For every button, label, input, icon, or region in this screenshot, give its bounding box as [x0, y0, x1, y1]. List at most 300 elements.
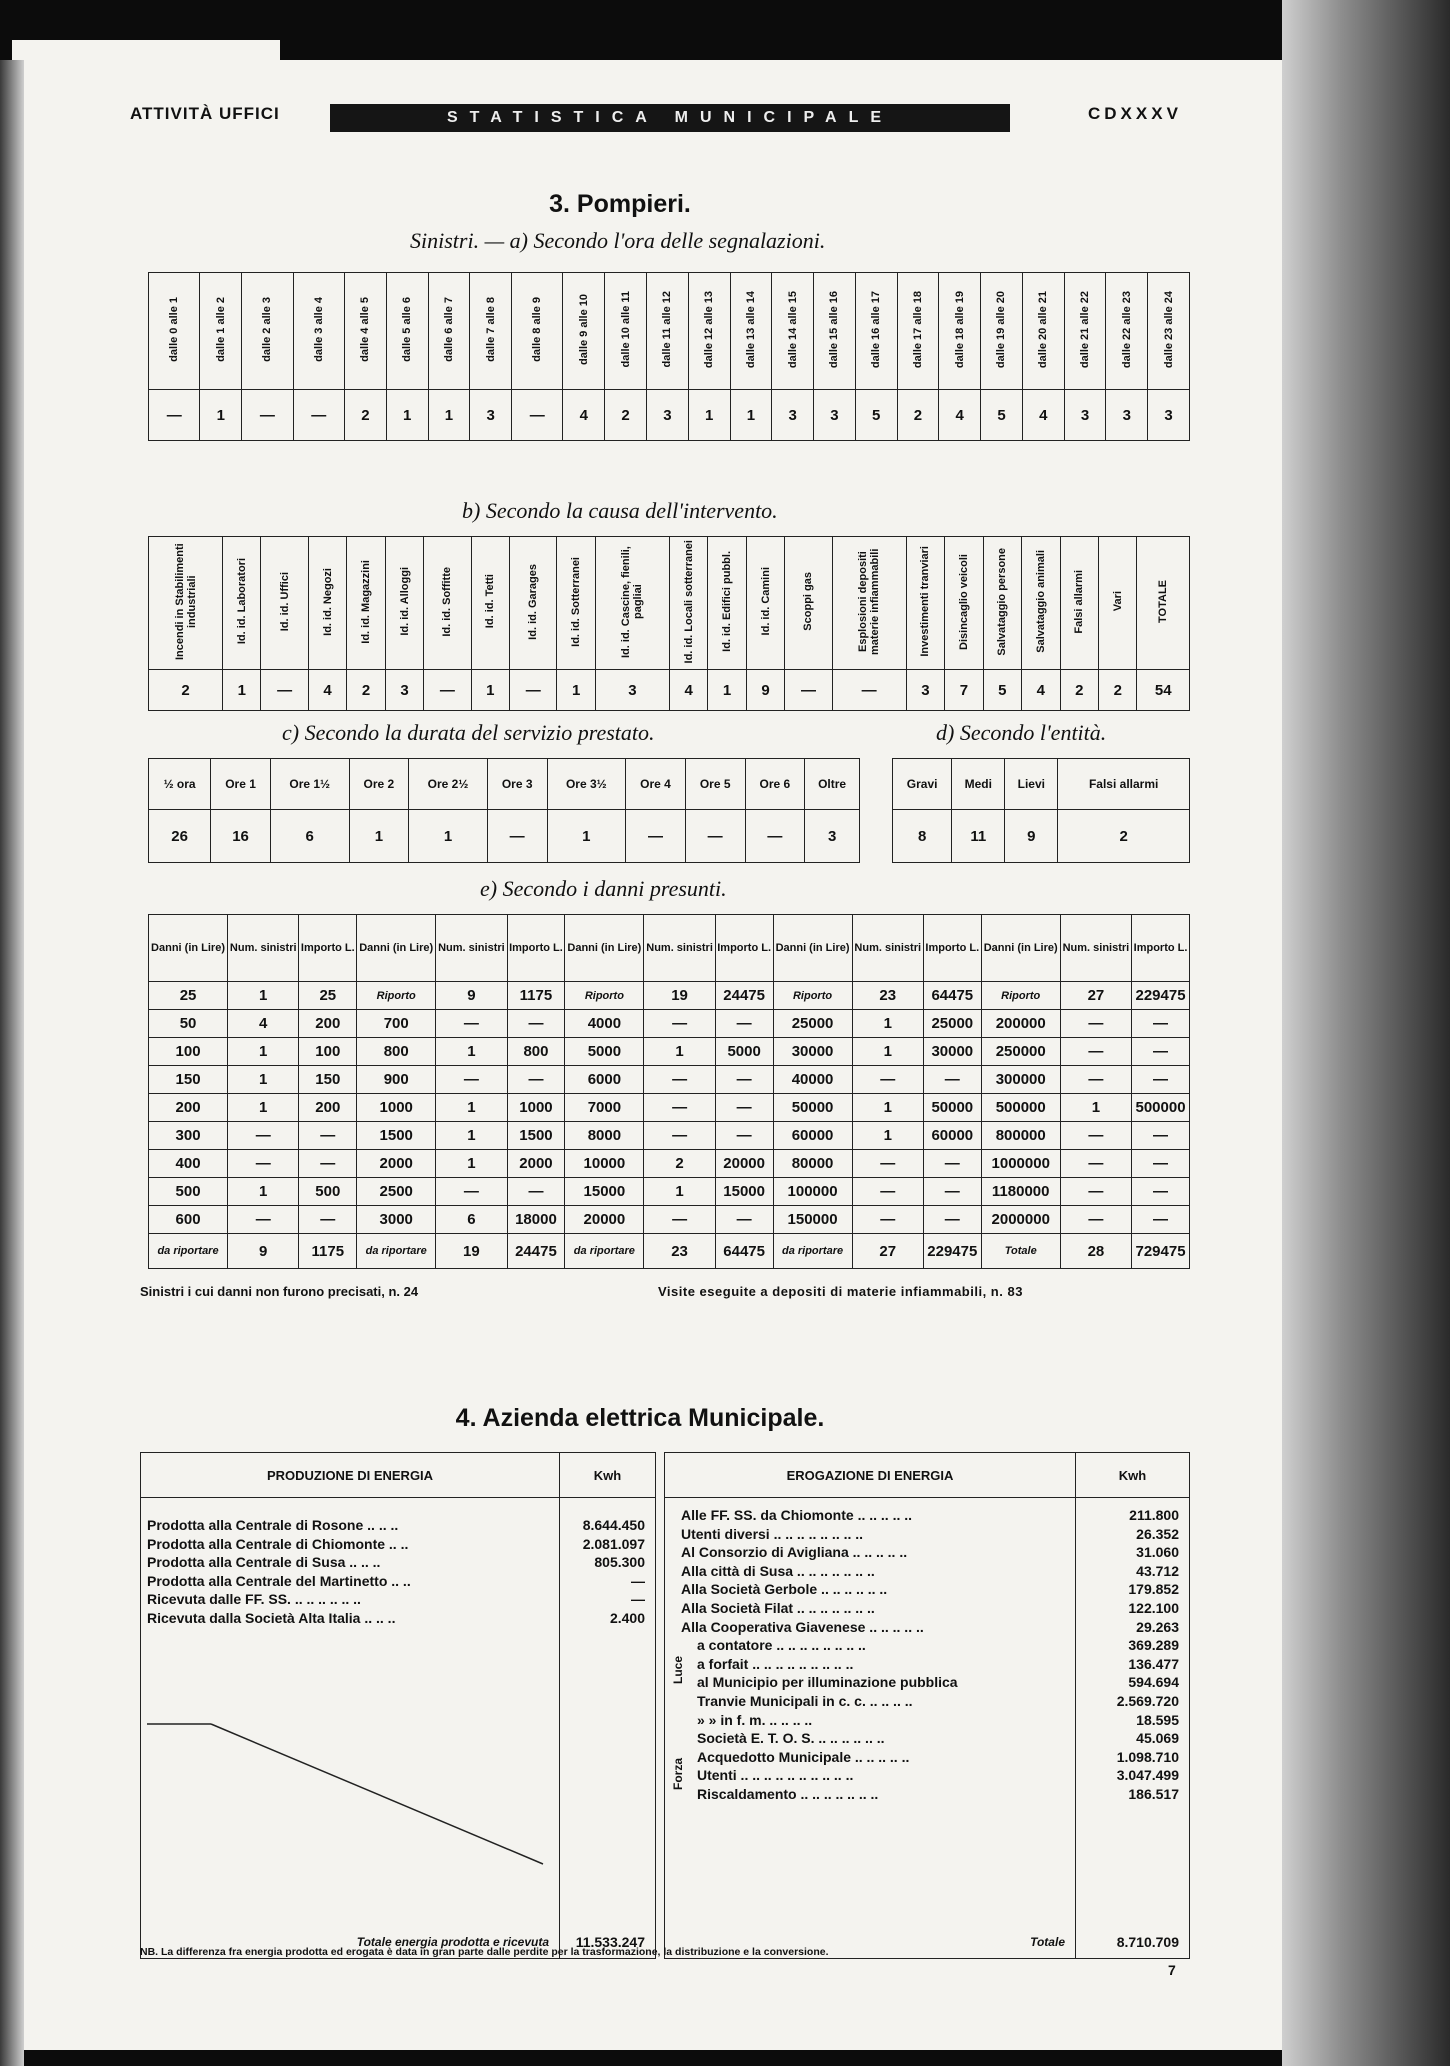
damage-col-header: Importo L. — [1132, 915, 1190, 982]
duration-header: Oltre — [805, 759, 860, 810]
cause-header — [983, 537, 1021, 670]
distribution-item-value: 45.069 — [1136, 1730, 1179, 1747]
damage-col-header: Num. sinistri — [852, 915, 923, 982]
hour-header — [512, 273, 563, 390]
cause-count: 54 — [1137, 670, 1190, 711]
hour-header — [688, 273, 730, 390]
damage-cell: — — [507, 1010, 565, 1038]
damage-cell: 1 — [228, 982, 299, 1010]
scan-right-edge — [1282, 0, 1450, 2066]
distribution-item-label: Alla città di Susa .. .. .. .. .. .. .. — [681, 1562, 875, 1579]
distribution-item-value: 31.060 — [1136, 1544, 1179, 1561]
hour-label: dalle 10 alle 11 — [619, 291, 632, 368]
cause-header — [223, 537, 261, 670]
damage-cell: — — [1060, 1066, 1131, 1094]
distribution-item-label: a contatore .. .. .. .. .. .. .. .. — [697, 1637, 866, 1654]
damage-row — [149, 1038, 1190, 1066]
damage-cell: 100 — [149, 1038, 228, 1066]
hour-count: 5 — [855, 390, 897, 441]
distribution-item-label: Acquedotto Municipale .. .. .. .. .. — [697, 1748, 910, 1765]
table-damages — [148, 914, 1190, 1269]
group-label-luce: Luce — [671, 1656, 685, 1685]
cause-label: Id. id. Magazzini — [360, 559, 373, 644]
hour-label: dalle 12 alle 13 — [703, 290, 716, 369]
damage-row — [149, 982, 1190, 1010]
damage-col-header: Importo L. — [923, 915, 981, 982]
cause-count: 3 — [385, 670, 423, 711]
duration-count: — — [745, 810, 805, 863]
damage-cell: 60000 — [773, 1122, 852, 1150]
damage-cell: 300000 — [981, 1066, 1060, 1094]
cause-header — [1022, 537, 1060, 670]
damage-foot-cell: 9 — [228, 1234, 299, 1269]
hour-count: 3 — [814, 390, 856, 441]
distribution-item-label: Alla Cooperativa Giavenese .. .. .. .. .. — [681, 1618, 924, 1635]
running-header-band: STATISTICA MUNICIPALE — [330, 104, 1010, 132]
damage-cell: — — [715, 1206, 773, 1234]
damage-cell: — — [923, 1206, 981, 1234]
distribution-values-cell — [1076, 1498, 1190, 1959]
section-title-pompieri: 3. Pompieri. — [549, 190, 691, 218]
entity-count: 9 — [1005, 810, 1058, 863]
distribution-item-value: 369.289 — [1128, 1637, 1179, 1654]
cause-count: 3 — [906, 670, 944, 711]
damage-cell: — — [507, 1178, 565, 1206]
damage-cell: — — [228, 1206, 299, 1234]
hour-header — [428, 273, 470, 390]
hour-label: dalle 22 alle 23 — [1120, 290, 1133, 369]
hour-label: dalle 14 alle 15 — [786, 290, 799, 369]
cause-header — [149, 537, 223, 670]
hour-label: dalle 11 alle 12 — [661, 291, 674, 368]
damage-cell: 5000 — [715, 1038, 773, 1066]
hour-count: 2 — [344, 390, 386, 441]
damage-cell: — — [715, 1094, 773, 1122]
damage-cell: 1000000 — [981, 1150, 1060, 1178]
hour-label: dalle 19 alle 20 — [995, 290, 1008, 369]
hour-count: 1 — [428, 390, 470, 441]
damage-cell: — — [644, 1094, 715, 1122]
damage-row — [149, 1122, 1190, 1150]
entity-count: 8 — [893, 810, 952, 863]
hour-label: dalle 5 alle 6 — [401, 297, 414, 362]
hour-label: dalle 1 alle 2 — [214, 297, 227, 362]
production-item-value: — — [631, 1572, 645, 1589]
duration-header: Ore 5 — [685, 759, 745, 810]
production-values-cell — [560, 1498, 656, 1959]
damage-cell: 25000 — [773, 1010, 852, 1038]
duration-count: 3 — [805, 810, 860, 863]
hour-label: dalle 4 alle 5 — [359, 297, 372, 362]
duration-header: Ore 1 — [211, 759, 271, 810]
distribution-item-value: 594.694 — [1128, 1674, 1179, 1691]
hour-header — [149, 273, 200, 390]
cause-label: Id. id. Soffitte — [441, 566, 454, 637]
table-production — [140, 1452, 656, 1959]
damage-cell: 24475 — [715, 982, 773, 1010]
damage-cell: — — [923, 1066, 981, 1094]
hour-count: 5 — [981, 390, 1023, 441]
distribution-item-label: al Municipio per illuminazione pubblica — [697, 1674, 958, 1691]
cause-label: Id. id. Negozi — [321, 567, 334, 636]
damage-cell: 1 — [644, 1178, 715, 1206]
distribution-item-value: 186.517 — [1128, 1785, 1179, 1802]
cause-header — [261, 537, 308, 670]
hour-header — [981, 273, 1023, 390]
distribution-item-value: 122.100 — [1128, 1599, 1179, 1616]
hour-label: dalle 15 alle 16 — [828, 290, 841, 369]
damage-cell: 1 — [436, 1122, 507, 1150]
cause-count: — — [785, 670, 832, 711]
hour-count: 4 — [1022, 390, 1064, 441]
damage-cell: 500 — [149, 1178, 228, 1206]
production-item-label: Ricevuta dalle FF. SS. .. .. .. .. .. .. — [147, 1591, 361, 1608]
hour-count: 2 — [605, 390, 647, 441]
damage-cell: — — [507, 1066, 565, 1094]
cause-label: Scoppi gas — [802, 572, 815, 631]
distribution-item-label: Alle FF. SS. da Chiomonte .. .. .. .. .. — [681, 1507, 913, 1523]
damage-cell: 2500 — [357, 1178, 436, 1206]
damage-col-header: Danni (in Lire) — [981, 915, 1060, 982]
hour-count: 3 — [646, 390, 688, 441]
damage-cell: Riporto — [773, 982, 852, 1010]
distribution-item-value: 136.477 — [1128, 1655, 1179, 1672]
hour-header — [772, 273, 814, 390]
production-total-label: Totale energia prodotta e ricevuta — [356, 1935, 549, 1950]
cause-header — [471, 537, 509, 670]
damage-cell: 5000 — [565, 1038, 644, 1066]
hour-label: dalle 13 alle 14 — [744, 290, 757, 369]
hour-count: 3 — [470, 390, 512, 441]
cause-count: 9 — [746, 670, 784, 711]
hour-count: 2 — [897, 390, 939, 441]
production-item-value: 2.400 — [609, 1609, 645, 1626]
distribution-total-label: Totale — [1030, 1935, 1065, 1950]
distribution-item-label: Società E. T. O. S. .. .. .. .. .. .. — [697, 1730, 885, 1747]
hour-count: 1 — [730, 390, 772, 441]
cause-label: Id. id. Alloggi — [398, 567, 411, 636]
damage-foot-cell: da riportare — [773, 1234, 852, 1269]
damage-foot-cell: 28 — [1060, 1234, 1131, 1269]
cause-header — [1099, 537, 1137, 670]
damage-cell: — — [852, 1066, 923, 1094]
damage-cell: 6000 — [565, 1066, 644, 1094]
duration-count: — — [626, 810, 686, 863]
nb-footnote: NB. La differenza fra energia prodotta ed erogata è data in gran parte dalle perdite per la trasformazione, la distribuzione e la conversione. — [140, 1946, 829, 1958]
damage-cell: 1 — [436, 1150, 507, 1178]
damage-cell: 1 — [852, 1094, 923, 1122]
damage-cell: 1000 — [357, 1094, 436, 1122]
damage-cell: 27 — [1060, 982, 1131, 1010]
entity-header: Lievi — [1005, 759, 1058, 810]
cause-count: 2 — [1099, 670, 1137, 711]
hour-header — [730, 273, 772, 390]
damage-col-header: Danni (in Lire) — [565, 915, 644, 982]
damage-cell: 700 — [357, 1010, 436, 1038]
damage-col-header: Num. sinistri — [1060, 915, 1131, 982]
cause-count: 2 — [149, 670, 223, 711]
hour-count: 1 — [200, 390, 242, 441]
duration-count: — — [487, 810, 547, 863]
cause-count: 4 — [308, 670, 346, 711]
distribution-item-value: 26.352 — [1136, 1525, 1179, 1542]
entity-header: Medi — [952, 759, 1005, 810]
damage-cell: Riporto — [357, 982, 436, 1010]
damage-cell: — — [644, 1122, 715, 1150]
damage-cell: 50000 — [923, 1094, 981, 1122]
cause-label: Disincaglio veicoli — [957, 553, 970, 650]
damage-cell: — — [1060, 1178, 1131, 1206]
damage-cell: 1 — [436, 1094, 507, 1122]
hour-label: dalle 3 alle 4 — [312, 297, 325, 362]
hour-label: dalle 17 alle 18 — [911, 290, 924, 369]
damage-cell: 1 — [436, 1038, 507, 1066]
damage-cell: — — [644, 1010, 715, 1038]
cause-label: Id. id. Tetti — [484, 574, 497, 629]
cause-header — [832, 537, 906, 670]
damage-cell: 1 — [228, 1178, 299, 1206]
damage-cell: 3000 — [357, 1206, 436, 1234]
damage-cell: 18000 — [507, 1206, 565, 1234]
distribution-item-label: a forfait .. .. .. .. .. .. .. .. .. — [697, 1655, 854, 1672]
duration-count: 1 — [409, 810, 488, 863]
damage-cell: 1 — [852, 1038, 923, 1066]
subtitle-d: d) Secondo l'entità. — [936, 720, 1107, 745]
table-hours — [148, 272, 1190, 441]
cause-count: 2 — [347, 670, 385, 711]
hour-count: — — [293, 390, 344, 441]
hour-header — [1148, 273, 1190, 390]
cause-header — [510, 537, 557, 670]
duration-header: Ore 6 — [745, 759, 805, 810]
duration-count: 26 — [149, 810, 211, 863]
damage-cell: 200000 — [981, 1010, 1060, 1038]
damage-col-header: Importo L. — [507, 915, 565, 982]
cause-count: 3 — [595, 670, 669, 711]
damage-cell: 900 — [357, 1066, 436, 1094]
damage-col-header: Num. sinistri — [436, 915, 507, 982]
entity-count: 2 — [1058, 810, 1190, 863]
hour-count: — — [512, 390, 563, 441]
damage-cell: 200 — [299, 1010, 357, 1038]
damage-cell: 150 — [149, 1066, 228, 1094]
damage-cell: 150000 — [773, 1206, 852, 1234]
scan-left-edge — [0, 60, 24, 2066]
damage-cell: 80000 — [773, 1150, 852, 1178]
hour-count: 4 — [563, 390, 605, 441]
damage-cell: 400 — [149, 1150, 228, 1178]
duration-header: Ore 2½ — [409, 759, 488, 810]
damage-cell: 6 — [436, 1206, 507, 1234]
damage-cell: — — [1132, 1178, 1190, 1206]
cause-count: — — [832, 670, 906, 711]
damage-cell: 7000 — [565, 1094, 644, 1122]
damage-cell: 64475 — [923, 982, 981, 1010]
filler-diagonal-line — [147, 1720, 547, 1868]
cause-header — [945, 537, 983, 670]
duration-count: — — [685, 810, 745, 863]
damage-cell: 500000 — [981, 1094, 1060, 1122]
damage-cell: — — [1060, 1122, 1131, 1150]
subtitle-a: Sinistri. — a) Secondo l'ora delle segnalazioni. — [410, 228, 826, 253]
entity-header: Gravi — [893, 759, 952, 810]
damage-cell: 1180000 — [981, 1178, 1060, 1206]
cause-label: Salvataggio persone — [996, 547, 1009, 656]
distribution-item-value: 179.852 — [1128, 1581, 1179, 1598]
cause-label: Investimenti tranviari — [919, 546, 932, 657]
cause-header — [1137, 537, 1190, 670]
damage-cell: 800 — [507, 1038, 565, 1066]
hour-count: 3 — [1064, 390, 1106, 441]
table-causes — [148, 536, 1190, 711]
damage-cell: 40000 — [773, 1066, 852, 1094]
hour-header — [1064, 273, 1106, 390]
distribution-unit-header: Kwh — [1076, 1453, 1190, 1498]
damage-cell: 200 — [299, 1094, 357, 1122]
damage-cell: 250000 — [981, 1038, 1060, 1066]
table-durations — [148, 758, 860, 863]
damage-cell: — — [852, 1150, 923, 1178]
duration-count: 1 — [547, 810, 626, 863]
damage-cell: 2000 — [507, 1150, 565, 1178]
hour-header — [200, 273, 242, 390]
damage-cell: 15000 — [715, 1178, 773, 1206]
running-header-left: ATTIVITÀ UFFICI — [130, 104, 280, 123]
damage-cell: — — [1132, 1150, 1190, 1178]
cause-header — [557, 537, 595, 670]
cause-count: 1 — [471, 670, 509, 711]
damage-cell: 1 — [228, 1038, 299, 1066]
hour-label: dalle 23 alle 24 — [1162, 290, 1175, 369]
production-item-value: 805.300 — [594, 1554, 645, 1571]
cause-label: Falsi allarmi — [1073, 569, 1086, 634]
cause-label: Incendi in Stabilimenti industriali — [173, 543, 198, 660]
production-unit-header: Kwh — [560, 1453, 656, 1498]
damage-cell: 100000 — [773, 1178, 852, 1206]
hour-label: dalle 20 alle 21 — [1037, 290, 1050, 369]
damage-cell: 4000 — [565, 1010, 644, 1038]
hour-count: — — [242, 390, 293, 441]
damage-cell: — — [299, 1122, 357, 1150]
damage-cell: — — [1132, 1206, 1190, 1234]
distribution-item-label: Alla Società Gerbole .. .. .. .. .. .. — [681, 1581, 888, 1598]
cause-header — [595, 537, 669, 670]
damage-cell: 15000 — [565, 1178, 644, 1206]
damage-cell: 23 — [852, 982, 923, 1010]
table-entity — [892, 758, 1190, 863]
cause-header — [385, 537, 423, 670]
production-item-label: Prodotta alla Centrale di Susa .. .. .. — [147, 1554, 381, 1571]
damage-cell: 1 — [852, 1010, 923, 1038]
entity-count: 11 — [952, 810, 1005, 863]
damage-cell: 50 — [149, 1010, 228, 1038]
production-item-value: 8.644.450 — [582, 1517, 645, 1533]
production-item-label: Prodotta alla Centrale del Martinetto .. .. — [147, 1572, 411, 1589]
hour-header — [897, 273, 939, 390]
production-header: PRODUZIONE DI ENERGIA — [141, 1453, 560, 1498]
damage-cell: 60000 — [923, 1122, 981, 1150]
damage-foot-cell: 229475 — [923, 1234, 981, 1269]
damage-foot-cell: Totale — [981, 1234, 1060, 1269]
damage-cell: — — [228, 1122, 299, 1150]
damage-cell: 30000 — [773, 1038, 852, 1066]
hour-count: 4 — [939, 390, 981, 441]
damage-cell: 150 — [299, 1066, 357, 1094]
hour-header — [470, 273, 512, 390]
cause-count: 1 — [708, 670, 746, 711]
note-inspections: Visite eseguite a depositi di materie infiammabili, n. 83 — [658, 1284, 1023, 1299]
distribution-item-label: Utenti .. .. .. .. .. .. .. .. .. .. — [697, 1767, 854, 1784]
damage-col-header: Importo L. — [299, 915, 357, 982]
cause-label: Esplosioni depositi materie infiammabili — [857, 548, 882, 655]
cause-label: Id. id. Sotterranei — [570, 556, 583, 647]
cause-header — [708, 537, 746, 670]
damage-row — [149, 1010, 1190, 1038]
damage-foot-cell: 27 — [852, 1234, 923, 1269]
production-item-value: 2.081.097 — [582, 1535, 645, 1552]
damage-col-header: Importo L. — [715, 915, 773, 982]
cause-label: TOTALE — [1157, 580, 1170, 623]
cause-count: — — [261, 670, 308, 711]
hour-count: 3 — [1148, 390, 1190, 441]
damage-foot-cell: da riportare — [357, 1234, 436, 1269]
cause-label: Id. id. Locali sotterranei — [682, 539, 695, 664]
damage-col-header: Num. sinistri — [228, 915, 299, 982]
cause-label: Salvataggio animali — [1034, 550, 1047, 653]
cause-count: 2 — [1060, 670, 1098, 711]
damage-row — [149, 1150, 1190, 1178]
production-item-label: Prodotta alla Centrale di Chiomonte .. .. — [147, 1535, 409, 1552]
duration-count: 6 — [270, 810, 349, 863]
damage-foot-cell: da riportare — [565, 1234, 644, 1269]
damage-cell: — — [436, 1066, 507, 1094]
subtitle-e: e) Secondo i danni presunti. — [480, 876, 727, 901]
distribution-item-label: Riscaldamento .. .. .. .. .. .. .. — [697, 1785, 879, 1802]
cause-count: 7 — [945, 670, 983, 711]
damage-cell: 229475 — [1132, 982, 1190, 1010]
hour-header — [939, 273, 981, 390]
distribution-item-value: 3.047.499 — [1116, 1767, 1179, 1784]
distribution-item-value: 29.263 — [1136, 1618, 1179, 1635]
hour-label: dalle 16 alle 17 — [870, 290, 883, 369]
damage-cell: 9 — [436, 982, 507, 1010]
damage-cell: — — [1132, 1010, 1190, 1038]
damage-cell: 800000 — [981, 1122, 1060, 1150]
hour-header — [605, 273, 647, 390]
hour-header — [646, 273, 688, 390]
damage-cell: 600 — [149, 1206, 228, 1234]
damage-cell: 2000 — [357, 1150, 436, 1178]
damage-cell: 10000 — [565, 1150, 644, 1178]
hour-label: dalle 2 alle 3 — [261, 297, 274, 362]
hour-label: dalle 18 alle 19 — [953, 290, 966, 369]
damage-cell: 800 — [357, 1038, 436, 1066]
cause-header — [746, 537, 784, 670]
running-header-right: CDXXXV — [1088, 104, 1182, 123]
damage-foot-cell: 1175 — [299, 1234, 357, 1269]
cause-header — [1060, 537, 1098, 670]
cause-count: 1 — [223, 670, 261, 711]
distribution-item-label: » » in f. m. .. .. .. .. — [697, 1711, 813, 1728]
damage-cell: 1175 — [507, 982, 565, 1010]
damage-cell: Riporto — [565, 982, 644, 1010]
distribution-item-label: Utenti diversi .. .. .. .. .. .. .. .. — [681, 1525, 864, 1542]
damage-col-header: Danni (in Lire) — [357, 915, 436, 982]
damage-foot-cell: 24475 — [507, 1234, 565, 1269]
duration-count: 16 — [211, 810, 271, 863]
damage-cell: — — [644, 1066, 715, 1094]
damage-cell: — — [436, 1178, 507, 1206]
